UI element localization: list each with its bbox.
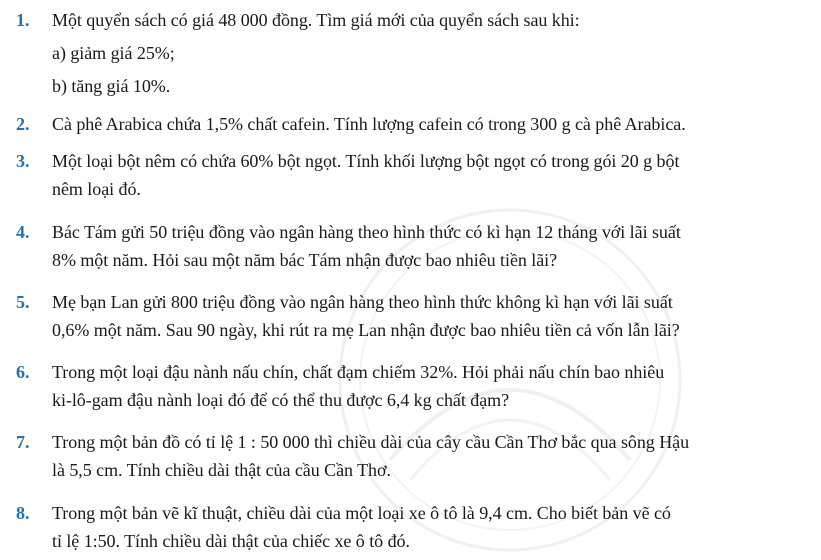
exercise-text: Trong một loại đậu nành nấu chín, chất đạm chiếm 32%. Hỏi phải nấu chín bao nhiêu <box>52 362 665 382</box>
exercise-number: 3. <box>16 151 30 171</box>
exercise-text-cont: 8% một năm. Hỏi sau một năm bác Tám nhận được bao nhiêu tiền lãi? <box>52 250 558 270</box>
exercise-text-cont: ki-lô-gam đậu nành loại đó để có thể thu được 6,4 kg chất đạm? <box>52 390 510 410</box>
exercise-text: Một quyển sách có giá 48 000 đồng. Tìm giá mới của quyển sách sau khi: <box>52 10 580 30</box>
exercise-text: Một loại bột nêm có chứa 60% bột ngọt. Tính khối lượng bột ngọt có trong gói 20 g bột <box>52 151 680 171</box>
exercise-text: Trong một bản vẽ kĩ thuật, chiều dài của một loại xe ô tô là 9,4 cm. Cho biết bản vẽ có <box>52 503 671 523</box>
exercise-part-a: a) giảm giá 25%; <box>52 43 175 63</box>
exercise-text: Bác Tám gửi 50 triệu đồng vào ngân hàng theo hình thức có kì hạn 12 tháng với lãi suất <box>52 222 681 242</box>
exercise-number: 6. <box>16 362 30 382</box>
exercise-text: Mẹ bạn Lan gửi 800 triệu đồng vào ngân hàng theo hình thức không kì hạn với lãi suất <box>52 292 673 312</box>
exercise-number: 5. <box>16 292 30 312</box>
exercise-text-cont: là 5,5 cm. Tính chiều dài thật của cầu Cần Thơ. <box>52 460 391 480</box>
exercise-text-cont: tỉ lệ 1:50. Tính chiều dài thật của chiếc xe ô tô đó. <box>52 531 410 551</box>
exercise-number: 1. <box>16 10 30 30</box>
exercise-number: 7. <box>16 432 30 452</box>
exercise-number: 4. <box>16 222 30 242</box>
exercise-number: 8. <box>16 503 30 523</box>
exercise-text-cont: 0,6% một năm. Sau 90 ngày, khi rút ra mẹ Lan nhận được bao nhiêu tiền cả vốn lẫn lãi? <box>52 320 680 340</box>
exercise-text: Trong một bản đồ có tỉ lệ 1 : 50 000 thì chiều dài của cây cầu Cần Thơ bắc qua sông Hậu <box>52 432 690 452</box>
exercise-part-b: b) tăng giá 10%. <box>52 76 171 96</box>
exercise-text: Cà phê Arabica chứa 1,5% chất cafein. Tính lượng cafein có trong 300 g cà phê Arabica. <box>52 114 686 134</box>
exercise-text-cont: nêm loại đó. <box>52 179 141 199</box>
exercise-number: 2. <box>16 114 30 134</box>
